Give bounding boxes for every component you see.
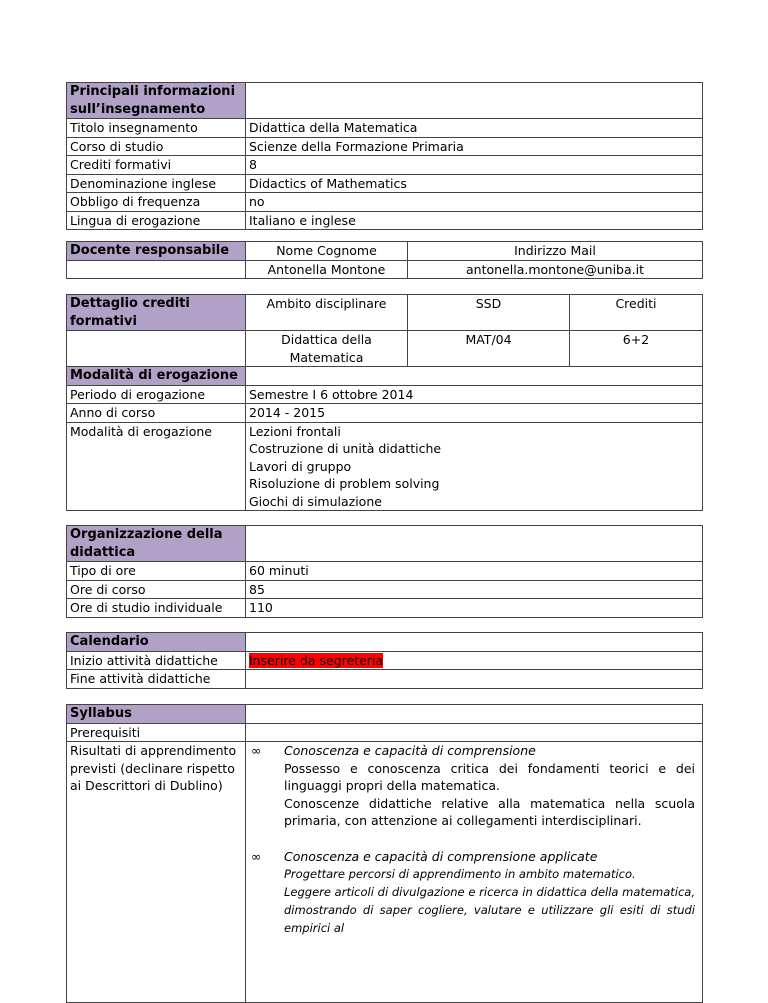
info-header-empty [246, 83, 703, 119]
info-label-corso: Corso di studio [67, 137, 246, 156]
modalita-table [66, 366, 703, 511]
modalita-value-item: Giochi di simulazione [249, 493, 382, 509]
info-label-denominazione: Denominazione inglese [67, 174, 246, 193]
modalita-header-empty [246, 367, 703, 386]
info-table [66, 82, 703, 230]
crediti-ssd-header: SSD [408, 295, 570, 331]
org-value-tipo: 60 minuti [246, 562, 703, 581]
organizzazione-header-empty [246, 526, 703, 562]
calendario-table [66, 632, 703, 689]
calendario-label-inizio: Inizio attività didattiche [67, 651, 246, 670]
organizzazione-header: Organizzazione della didattica [67, 526, 246, 562]
calendario-header-empty [246, 633, 703, 652]
docente-table [66, 241, 703, 279]
docente-nome-value: Antonella Montone [246, 260, 408, 279]
modalita-value-periodo: Semestre I 6 ottobre 2014 [246, 385, 703, 404]
modalita-value-item: Lavori di gruppo [249, 458, 352, 474]
modalita-value-anno: 2014 - 2015 [246, 404, 703, 423]
info-value-crediti: 8 [246, 156, 703, 175]
info-value-denominazione: Didactics of Mathematics [246, 174, 703, 193]
crediti-ssd-value: MAT/04 [408, 331, 570, 367]
info-label-titolo: Titolo insegnamento [67, 119, 246, 138]
calendario-placeholder: Inserire da segreteria [249, 652, 384, 668]
modalita-value-item: Costruzione di unità didattiche [249, 441, 442, 456]
crediti-crediti-value: 6+2 [570, 331, 703, 367]
infinity-bullet-icon: ∞ [251, 743, 262, 758]
risultati-item-text: Progettare percorsi di apprendimento in ambito matematico. [284, 867, 636, 881]
crediti-table [66, 294, 703, 367]
modalita-label-anno: Anno di corso [67, 404, 246, 423]
modalita-value-item: Risoluzione di problem solving [249, 476, 440, 491]
calendario-value-inizio [246, 651, 703, 670]
risultati-item-text: Possesso e conoscenza critica dei fondamenti teorici e dei linguaggi propri della matematica. [284, 760, 695, 793]
org-value-ore-studio: 110 [246, 599, 703, 618]
infinity-bullet-icon: ∞ [251, 848, 262, 864]
info-label-lingua: Lingua di erogazione [67, 211, 246, 230]
risultati-item-text: Leggere articoli di divulgazione e ricerca in didattica della matematica, dimostrando di saper cogliere, valutare e utilizzare gli esiti di studi empirici al [284, 885, 695, 935]
risultati-item [249, 742, 699, 830]
syllabus-value-prerequisiti [246, 723, 703, 742]
crediti-header: Dettaglio crediti formativi [67, 295, 246, 331]
org-label-ore-corso: Ore di corso [67, 580, 246, 599]
modalita-values [246, 422, 703, 511]
syllabus-label-prerequisiti: Prerequisiti [67, 723, 246, 742]
crediti-ambito-header: Ambito disciplinare [246, 295, 408, 331]
calendario-value-fine [246, 670, 703, 689]
docente-mail-value[interactable]: antonella.montone@uniba.it [408, 260, 703, 279]
org-label-ore-studio: Ore di studio individuale [67, 599, 246, 618]
modalita-header: Modalità di erogazione [67, 367, 246, 386]
docente-empty [67, 260, 246, 279]
syllabus-label-risultati: Risultati di apprendimento previsti (declinare rispetto ai Descrittori di Dublino) [67, 742, 246, 1003]
docente-header: Docente responsabile [67, 242, 246, 261]
info-value-obbligo: no [246, 193, 703, 212]
docente-nome-header: Nome Cognome [246, 242, 408, 261]
info-value-corso: Scienze della Formazione Primaria [246, 137, 703, 156]
syllabus-value-risultati [246, 742, 703, 1003]
docente-mail-header: Indirizzo Mail [408, 242, 703, 261]
crediti-ambito-value: Didattica della Matematica [246, 331, 408, 367]
syllabus-header-empty [246, 705, 703, 724]
modalita-label-modalita: Modalità di erogazione [67, 422, 246, 511]
org-value-ore-corso: 85 [246, 580, 703, 599]
info-value-lingua: Italiano e inglese [246, 211, 703, 230]
risultati-item [249, 848, 699, 938]
org-label-tipo: Tipo di ore [67, 562, 246, 581]
syllabus-header: Syllabus [67, 705, 246, 724]
modalita-label-periodo: Periodo di erogazione [67, 385, 246, 404]
info-value-titolo: Didattica della Matematica [246, 119, 703, 138]
risultati-item-text: Conoscenze didattiche relative alla matematica nella scuola primaria, con attenzione ai collegamenti interdisciplinari. [284, 795, 695, 828]
info-label-crediti: Crediti formativi [67, 156, 246, 175]
risultati-list [249, 742, 699, 937]
calendario-label-fine: Fine attività didattiche [67, 670, 246, 689]
info-label-obbligo: Obbligo di frequenza [67, 193, 246, 212]
organizzazione-table [66, 525, 703, 618]
crediti-crediti-header: Crediti [570, 295, 703, 331]
modalita-value-item: Lezioni frontali [249, 423, 341, 439]
risultati-item-title: Conoscenza e capacità di comprensione [284, 743, 536, 758]
crediti-empty [67, 331, 246, 367]
info-header: Principali informazioni sull’insegnamento [67, 83, 246, 119]
calendario-header: Calendario [67, 633, 246, 652]
syllabus-table [66, 704, 703, 1003]
risultati-item-title: Conoscenza e capacità di comprensione applicate [284, 848, 598, 864]
